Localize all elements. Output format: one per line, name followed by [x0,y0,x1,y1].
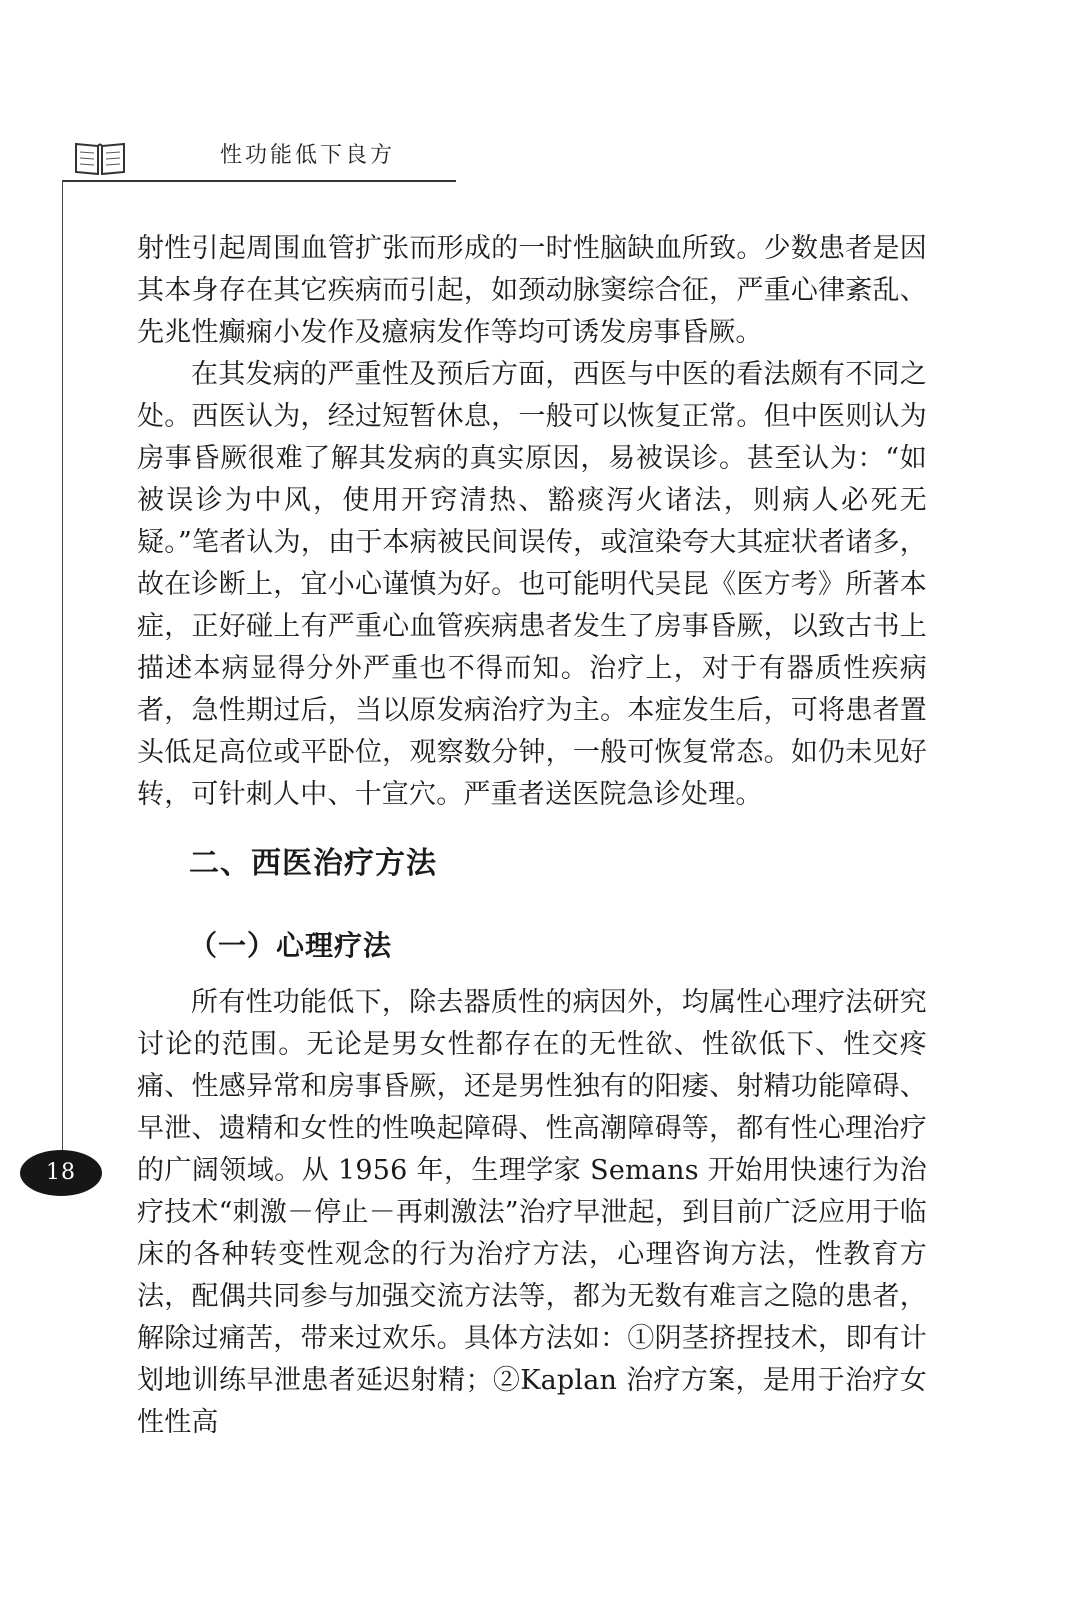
header-rule [62,180,456,182]
paragraph-continued: 射性引起周围血管扩张而形成的一时性脑缺血所致。少数患者是因其本身存在其它疾病而引起，如颈动脉窦综合征，严重心律紊乱、先兆性癫痫小发作及癔病发作等均可诱发房事昏厥。 [137,233,927,348]
paragraph-psychotherapy: 所有性功能低下，除去器质性的病因外，均属性心理疗法研究讨论的范围。无论是男女性都存在的无性欲、性欲低下、性交疼痛、性感异常和房事昏厥，还是男性独有的阳痿、射精功能障碍、早泄、遗精和女性的性唤起障碍、性高潮障碍等，都有性心理治疗的广阔领域。从 1956 年，生理学家 Semans 开始用快速行为治疗技术“刺激－停止－再刺激法”治疗早泄起，到目前广泛应用于临床的各种转变性观念的行为治疗方法，心理咨询方法，性教育方法，配偶共同参与加强交流方法等，都为无数有难言之隐的患者，解除过痛苦，带来过欢乐。具体方法如：①阴茎挤捏技术，即有计划地训练早泄患者延迟射精；②Kaplan 治疗方案，是用于治疗女性性高 [137,987,927,1438]
running-header-title: 性功能低下良方 [220,143,396,168]
margin-rule [62,180,63,1160]
book-icon [72,138,128,178]
subsection-heading: （一）心理疗法 [189,929,393,962]
paragraph-prognosis: 在其发病的严重性及预后方面，西医与中医的看法颇有不同之处。西医认为，经过短暂休息，一般可以恢复正常。但中医则认为房事昏厥很难了解其发病的真实原因，易被误诊。甚至认为：“如被误诊为中风，使用开窍清热、豁痰泻火诸法，则病人必死无疑。”笔者认为，由于本病被民间误传，或渲染夸大其症状者诸多，故在诊断上，宜小心谨慎为好。也可能明代吴昆《医方考》所著本症，正好碰上有严重心血管疾病患者发生了房事昏厥，以致古书上描述本病显得分外严重也不得而知。治疗上，对于有器质性疾病者，急性期过后，当以原发病治疗为主。本症发生后，可将患者置头低足高位或平卧位，观察数分钟，一般可恢复常态。如仍未见好转，可针刺人中、十宣穴。严重者送医院急诊处理。 [137,359,927,810]
page-number-badge: 18 [20,1150,102,1196]
body-text [137,228,927,1444]
section-heading: 二、西医治疗方法 [189,846,437,881]
